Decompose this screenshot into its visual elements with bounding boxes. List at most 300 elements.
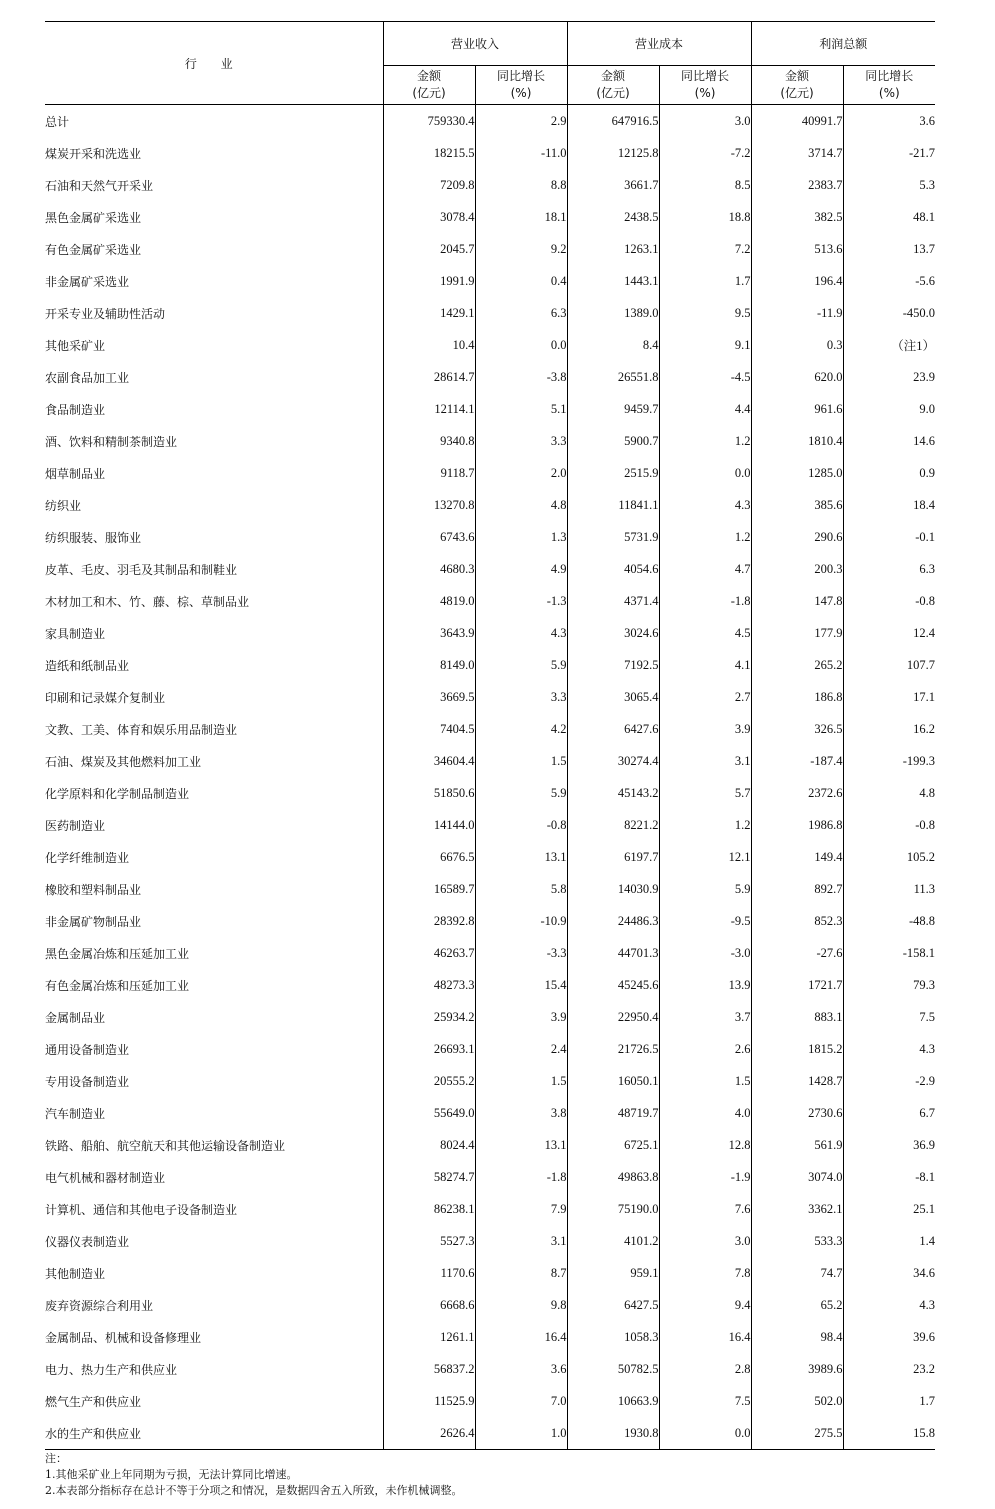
revenue-amount-cell: 3669.5 bbox=[383, 681, 475, 713]
profit-growth-cell: -48.8 bbox=[843, 905, 935, 937]
table-row bbox=[45, 1065, 935, 1097]
profit-growth-cell: -8.1 bbox=[843, 1161, 935, 1193]
profit-amount-cell: 177.9 bbox=[751, 617, 843, 649]
table-row bbox=[45, 169, 935, 201]
note-1: 1.其他采矿业上年同期为亏损，无法计算同比增速。 bbox=[45, 1468, 298, 1481]
industry-name-cell: 纺织业 bbox=[45, 498, 82, 513]
industry-name-cell: 印刷和记录媒介复制业 bbox=[45, 690, 166, 705]
cost-growth-cell: 1.5 bbox=[659, 1065, 751, 1097]
cost-amount-cell: 6725.1 bbox=[567, 1129, 659, 1161]
revenue-growth-cell: 3.1 bbox=[475, 1225, 567, 1257]
profit-growth-cell: 12.4 bbox=[843, 617, 935, 649]
cost-growth-cell: 2.8 bbox=[659, 1353, 751, 1385]
revenue-growth-cell: 18.1 bbox=[475, 201, 567, 233]
cost-amount-cell: 10663.9 bbox=[567, 1385, 659, 1417]
cost-amount-cell: 959.1 bbox=[567, 1257, 659, 1289]
profit-amount-cell: -27.6 bbox=[751, 937, 843, 969]
profit-amount-cell: 326.5 bbox=[751, 713, 843, 745]
profit-amount-cell: 1721.7 bbox=[751, 969, 843, 1001]
profit-amount-cell: 1428.7 bbox=[751, 1065, 843, 1097]
table-row bbox=[45, 1225, 935, 1257]
revenue-amount-cell: 759330.4 bbox=[383, 105, 475, 138]
cost-amount-cell: 3065.4 bbox=[567, 681, 659, 713]
revenue-amount-cell: 12114.1 bbox=[383, 393, 475, 425]
revenue-amount-cell: 7404.5 bbox=[383, 713, 475, 745]
revenue-amount-cell: 2626.4 bbox=[383, 1417, 475, 1450]
cost-growth-cell: -1.8 bbox=[659, 585, 751, 617]
profit-amount-cell: 186.8 bbox=[751, 681, 843, 713]
table-row bbox=[45, 1193, 935, 1225]
cost-amount-cell: 6427.6 bbox=[567, 713, 659, 745]
profit-growth-cell: 107.7 bbox=[843, 649, 935, 681]
profit-amount-cell: 0.3 bbox=[751, 329, 843, 361]
revenue-growth-cell: 4.3 bbox=[475, 617, 567, 649]
profit-amount-cell: 502.0 bbox=[751, 1385, 843, 1417]
profit-amount-cell: 1815.2 bbox=[751, 1033, 843, 1065]
revenue-amount-cell: 56837.2 bbox=[383, 1353, 475, 1385]
industry-name-cell: 酒、饮料和精制茶制造业 bbox=[45, 434, 178, 449]
industry-name-cell: 非金属矿采选业 bbox=[45, 274, 130, 289]
revenue-amount-cell: 8024.4 bbox=[383, 1129, 475, 1161]
revenue-amount-cell: 3078.4 bbox=[383, 201, 475, 233]
revenue-growth-cell: -11.0 bbox=[475, 137, 567, 169]
revenue-growth-cell: 1.5 bbox=[475, 1065, 567, 1097]
cost-group-header: 营业成本 bbox=[567, 22, 751, 66]
revenue-growth-cell: 5.9 bbox=[475, 777, 567, 809]
table-row bbox=[45, 1257, 935, 1289]
table-row bbox=[45, 713, 935, 745]
revenue-growth-cell: 4.8 bbox=[475, 489, 567, 521]
revenue-amount-cell: 51850.6 bbox=[383, 777, 475, 809]
profit-growth-cell: 4.3 bbox=[843, 1289, 935, 1321]
profit-growth-cell: 18.4 bbox=[843, 489, 935, 521]
revenue-amount-cell: 13270.8 bbox=[383, 489, 475, 521]
industry-name-cell: 电力、热力生产和供应业 bbox=[45, 1362, 178, 1377]
cost-growth-cell: 1.2 bbox=[659, 809, 751, 841]
profit-growth-header: 同比增长 (%) bbox=[843, 66, 935, 105]
table-row bbox=[45, 233, 935, 265]
profit-amount-cell: 65.2 bbox=[751, 1289, 843, 1321]
revenue-growth-cell: 9.8 bbox=[475, 1289, 567, 1321]
industry-name-cell: 化学原料和化学制品制造业 bbox=[45, 786, 190, 801]
table-row bbox=[45, 457, 935, 489]
revenue-growth-cell: 7.9 bbox=[475, 1193, 567, 1225]
industry-name-cell: 文教、工美、体育和娱乐用品制造业 bbox=[45, 722, 238, 737]
cost-amount-cell: 647916.5 bbox=[567, 105, 659, 138]
table-row bbox=[45, 1129, 935, 1161]
revenue-amount-cell: 46263.7 bbox=[383, 937, 475, 969]
profit-amount-cell: 265.2 bbox=[751, 649, 843, 681]
cost-growth-cell: 7.8 bbox=[659, 1257, 751, 1289]
table-row bbox=[45, 1289, 935, 1321]
revenue-amount-cell: 4680.3 bbox=[383, 553, 475, 585]
revenue-growth-cell: 3.3 bbox=[475, 425, 567, 457]
table-row bbox=[45, 201, 935, 233]
industry-name-cell: 医药制造业 bbox=[45, 818, 106, 833]
cost-amount-cell: 14030.9 bbox=[567, 873, 659, 905]
profit-growth-cell: 4.3 bbox=[843, 1033, 935, 1065]
industry-name-cell: 农副食品加工业 bbox=[45, 370, 130, 385]
table-row bbox=[45, 425, 935, 457]
cost-growth-cell: 18.8 bbox=[659, 201, 751, 233]
cost-amount-cell: 5731.9 bbox=[567, 521, 659, 553]
revenue-growth-cell: 2.0 bbox=[475, 457, 567, 489]
profit-growth-cell: 1.4 bbox=[843, 1225, 935, 1257]
profit-amount-cell: 149.4 bbox=[751, 841, 843, 873]
revenue-growth-cell: 1.5 bbox=[475, 745, 567, 777]
profit-growth-cell: 48.1 bbox=[843, 201, 935, 233]
table-row bbox=[45, 329, 935, 361]
table-row bbox=[45, 617, 935, 649]
industry-name-cell: 专用设备制造业 bbox=[45, 1074, 130, 1089]
profit-amount-cell: 620.0 bbox=[751, 361, 843, 393]
cost-amount-cell: 45143.2 bbox=[567, 777, 659, 809]
profit-amount-cell: -187.4 bbox=[751, 745, 843, 777]
table-row bbox=[45, 937, 935, 969]
cost-growth-cell: 9.5 bbox=[659, 297, 751, 329]
revenue-amount-cell: 1261.1 bbox=[383, 1321, 475, 1353]
table-row bbox=[45, 969, 935, 1001]
table-row bbox=[45, 681, 935, 713]
revenue-growth-cell: 3.9 bbox=[475, 1001, 567, 1033]
profit-growth-cell: 0.9 bbox=[843, 457, 935, 489]
table-body bbox=[45, 105, 935, 1450]
cost-amount-cell: 1443.1 bbox=[567, 265, 659, 297]
profit-growth-cell: 23.2 bbox=[843, 1353, 935, 1385]
revenue-growth-cell: 16.4 bbox=[475, 1321, 567, 1353]
profit-growth-cell: -0.1 bbox=[843, 521, 935, 553]
cost-growth-cell: 4.5 bbox=[659, 617, 751, 649]
profit-growth-cell: 34.6 bbox=[843, 1257, 935, 1289]
table-row bbox=[45, 1417, 935, 1450]
industry-name-cell: 金属制品、机械和设备修理业 bbox=[45, 1330, 202, 1345]
profit-growth-cell: 36.9 bbox=[843, 1129, 935, 1161]
revenue-group-header: 营业收入 bbox=[383, 22, 567, 66]
cost-growth-cell: -7.2 bbox=[659, 137, 751, 169]
table-row bbox=[45, 777, 935, 809]
industry-name-cell: 其他制造业 bbox=[45, 1266, 106, 1281]
profit-growth-cell: 105.2 bbox=[843, 841, 935, 873]
industry-name-cell: 木材加工和木、竹、藤、棕、草制品业 bbox=[45, 594, 250, 609]
cost-amount-cell: 24486.3 bbox=[567, 905, 659, 937]
cost-growth-cell: 16.4 bbox=[659, 1321, 751, 1353]
profit-growth-cell: 9.0 bbox=[843, 393, 935, 425]
table-row bbox=[45, 553, 935, 585]
revenue-growth-cell: 5.8 bbox=[475, 873, 567, 905]
revenue-growth-cell: 7.0 bbox=[475, 1385, 567, 1417]
revenue-growth-cell: 4.2 bbox=[475, 713, 567, 745]
industry-name-cell: 橡胶和塑料制品业 bbox=[45, 882, 142, 897]
industry-name-cell: 黑色金属矿采选业 bbox=[45, 210, 142, 225]
cost-amount-cell: 6427.5 bbox=[567, 1289, 659, 1321]
revenue-growth-cell: 9.2 bbox=[475, 233, 567, 265]
cost-growth-cell: 5.9 bbox=[659, 873, 751, 905]
profit-growth-cell: 15.8 bbox=[843, 1417, 935, 1450]
industry-name-cell: 汽车制造业 bbox=[45, 1106, 106, 1121]
revenue-growth-cell: 3.3 bbox=[475, 681, 567, 713]
industry-name-cell: 造纸和纸制品业 bbox=[45, 658, 130, 673]
cost-amount-cell: 3024.6 bbox=[567, 617, 659, 649]
revenue-growth-cell: 6.3 bbox=[475, 297, 567, 329]
cost-amount-cell: 7192.5 bbox=[567, 649, 659, 681]
table-header bbox=[45, 22, 935, 105]
industry-name-cell: 黑色金属冶炼和压延加工业 bbox=[45, 946, 190, 961]
revenue-amount-cell: 9340.8 bbox=[383, 425, 475, 457]
revenue-amount-cell: 28392.8 bbox=[383, 905, 475, 937]
cost-growth-cell: -1.9 bbox=[659, 1161, 751, 1193]
revenue-amount-cell: 48273.3 bbox=[383, 969, 475, 1001]
table-row bbox=[45, 137, 935, 169]
industry-name-cell: 仪器仪表制造业 bbox=[45, 1234, 130, 1249]
cost-growth-cell: 7.5 bbox=[659, 1385, 751, 1417]
cost-growth-cell: 3.1 bbox=[659, 745, 751, 777]
cost-growth-cell: -4.5 bbox=[659, 361, 751, 393]
table-row bbox=[45, 809, 935, 841]
revenue-amount-cell: 11525.9 bbox=[383, 1385, 475, 1417]
cost-amount-cell: 45245.6 bbox=[567, 969, 659, 1001]
industry-name-cell: 电气机械和器材制造业 bbox=[45, 1170, 166, 1185]
industry-name-cell: 食品制造业 bbox=[45, 402, 106, 417]
industry-name-cell: 纺织服装、服饰业 bbox=[45, 530, 142, 545]
cost-amount-cell: 75190.0 bbox=[567, 1193, 659, 1225]
industry-name-cell: 铁路、船舶、航空航天和其他运输设备制造业 bbox=[45, 1138, 286, 1153]
cost-amount-cell: 44701.3 bbox=[567, 937, 659, 969]
cost-amount-cell: 1930.8 bbox=[567, 1417, 659, 1450]
profit-growth-cell: -2.9 bbox=[843, 1065, 935, 1097]
profit-amount-cell: 852.3 bbox=[751, 905, 843, 937]
cost-amount-cell: 4101.2 bbox=[567, 1225, 659, 1257]
industry-column-header: 行 业 bbox=[45, 22, 383, 105]
cost-amount-header: 金额 (亿元) bbox=[567, 66, 659, 105]
table-row bbox=[45, 1001, 935, 1033]
profit-amount-cell: 2372.6 bbox=[751, 777, 843, 809]
industry-name-cell: 皮革、毛皮、羽毛及其制品和制鞋业 bbox=[45, 562, 238, 577]
table-row bbox=[45, 873, 935, 905]
cost-amount-cell: 1389.0 bbox=[567, 297, 659, 329]
cost-amount-cell: 11841.1 bbox=[567, 489, 659, 521]
profit-amount-header: 金额 (亿元) bbox=[751, 66, 843, 105]
revenue-amount-cell: 3643.9 bbox=[383, 617, 475, 649]
profit-amount-cell: 513.6 bbox=[751, 233, 843, 265]
profit-growth-cell: 6.7 bbox=[843, 1097, 935, 1129]
profit-growth-cell: 4.8 bbox=[843, 777, 935, 809]
revenue-growth-cell: 2.4 bbox=[475, 1033, 567, 1065]
profit-amount-cell: 382.5 bbox=[751, 201, 843, 233]
profit-amount-cell: 3714.7 bbox=[751, 137, 843, 169]
industry-name-cell: 石油、煤炭及其他燃料加工业 bbox=[45, 754, 202, 769]
revenue-growth-cell: 0.0 bbox=[475, 329, 567, 361]
cost-growth-cell: 3.9 bbox=[659, 713, 751, 745]
table-row bbox=[45, 649, 935, 681]
industry-name-cell: 有色金属矿采选业 bbox=[45, 242, 142, 257]
table-row bbox=[45, 841, 935, 873]
cost-amount-cell: 12125.8 bbox=[567, 137, 659, 169]
table-row bbox=[45, 1353, 935, 1385]
table-row bbox=[45, 521, 935, 553]
profit-growth-cell: 5.3 bbox=[843, 169, 935, 201]
revenue-amount-cell: 8149.0 bbox=[383, 649, 475, 681]
profit-growth-cell: 79.3 bbox=[843, 969, 935, 1001]
cost-growth-cell: 1.7 bbox=[659, 265, 751, 297]
table-row bbox=[45, 489, 935, 521]
revenue-amount-cell: 9118.7 bbox=[383, 457, 475, 489]
industry-name-cell: 煤炭开采和洗选业 bbox=[45, 146, 142, 161]
cost-growth-cell: 4.0 bbox=[659, 1097, 751, 1129]
revenue-amount-header: 金额 (亿元) bbox=[383, 66, 475, 105]
table-row bbox=[45, 265, 935, 297]
profit-growth-cell: 16.2 bbox=[843, 713, 935, 745]
industry-name-cell: 烟草制品业 bbox=[45, 466, 106, 481]
revenue-amount-cell: 7209.8 bbox=[383, 169, 475, 201]
cost-amount-cell: 30274.4 bbox=[567, 745, 659, 777]
table-row bbox=[45, 1161, 935, 1193]
industry-name-cell: 总计 bbox=[45, 114, 70, 129]
profit-amount-cell: -11.9 bbox=[751, 297, 843, 329]
profit-amount-cell: 1285.0 bbox=[751, 457, 843, 489]
revenue-growth-cell: 3.6 bbox=[475, 1353, 567, 1385]
note-2: 2.本表部分指标存在总计不等于分项之和情况，是数据四舍五入所致，未作机械调整。 bbox=[45, 1484, 463, 1497]
cost-amount-cell: 50782.5 bbox=[567, 1353, 659, 1385]
table-row bbox=[45, 1321, 935, 1353]
table-row bbox=[45, 905, 935, 937]
cost-amount-cell: 3661.7 bbox=[567, 169, 659, 201]
profit-group-header: 利润总额 bbox=[751, 22, 935, 66]
profit-amount-cell: 1986.8 bbox=[751, 809, 843, 841]
cost-growth-header: 同比增长 (%) bbox=[659, 66, 751, 105]
revenue-amount-cell: 20555.2 bbox=[383, 1065, 475, 1097]
industry-name-cell: 金属制品业 bbox=[45, 1010, 106, 1025]
revenue-amount-cell: 14144.0 bbox=[383, 809, 475, 841]
industry-name-cell: 废弃资源综合利用业 bbox=[45, 1298, 154, 1313]
cost-growth-cell: 2.6 bbox=[659, 1033, 751, 1065]
cost-growth-cell: 0.0 bbox=[659, 457, 751, 489]
cost-amount-cell: 4054.6 bbox=[567, 553, 659, 585]
industry-name-cell: 家具制造业 bbox=[45, 626, 106, 641]
profit-growth-cell: -450.0 bbox=[843, 297, 935, 329]
revenue-growth-cell: 3.8 bbox=[475, 1097, 567, 1129]
revenue-growth-cell: -3.8 bbox=[475, 361, 567, 393]
revenue-growth-cell: -1.3 bbox=[475, 585, 567, 617]
cost-growth-cell: 5.7 bbox=[659, 777, 751, 809]
industry-name-cell: 水的生产和供应业 bbox=[45, 1417, 383, 1450]
total-row bbox=[45, 105, 935, 138]
table-row bbox=[45, 1385, 935, 1417]
industry-name-cell: 其他采矿业 bbox=[45, 338, 106, 353]
profit-amount-cell: 533.3 bbox=[751, 1225, 843, 1257]
revenue-growth-cell: -1.8 bbox=[475, 1161, 567, 1193]
cost-amount-cell: 2438.5 bbox=[567, 201, 659, 233]
cost-amount-cell: 2515.9 bbox=[567, 457, 659, 489]
profit-growth-cell: 39.6 bbox=[843, 1321, 935, 1353]
revenue-growth-cell: 5.1 bbox=[475, 393, 567, 425]
profit-amount-cell: 74.7 bbox=[751, 1257, 843, 1289]
cost-amount-cell: 5900.7 bbox=[567, 425, 659, 457]
profit-amount-cell: 1810.4 bbox=[751, 425, 843, 457]
revenue-amount-cell: 86238.1 bbox=[383, 1193, 475, 1225]
revenue-growth-cell: -10.9 bbox=[475, 905, 567, 937]
profit-amount-cell: 561.9 bbox=[751, 1129, 843, 1161]
table-row bbox=[45, 297, 935, 329]
revenue-growth-cell: 5.9 bbox=[475, 649, 567, 681]
cost-growth-cell: 4.1 bbox=[659, 649, 751, 681]
cost-amount-cell: 8221.2 bbox=[567, 809, 659, 841]
revenue-amount-cell: 6676.5 bbox=[383, 841, 475, 873]
profit-amount-cell: 275.5 bbox=[751, 1417, 843, 1450]
revenue-growth-cell: 1.0 bbox=[475, 1417, 567, 1450]
profit-growth-cell: -0.8 bbox=[843, 809, 935, 841]
cost-growth-cell: 7.2 bbox=[659, 233, 751, 265]
cost-growth-cell: -3.0 bbox=[659, 937, 751, 969]
revenue-growth-cell: 13.1 bbox=[475, 841, 567, 873]
cost-growth-cell: 7.6 bbox=[659, 1193, 751, 1225]
revenue-growth-cell: 0.4 bbox=[475, 265, 567, 297]
cost-amount-cell: 49863.8 bbox=[567, 1161, 659, 1193]
profit-growth-cell: 3.6 bbox=[843, 105, 935, 138]
profit-amount-cell: 147.8 bbox=[751, 585, 843, 617]
table-row bbox=[45, 393, 935, 425]
cost-amount-cell: 6197.7 bbox=[567, 841, 659, 873]
profit-growth-cell: 25.1 bbox=[843, 1193, 935, 1225]
cost-growth-cell: 2.7 bbox=[659, 681, 751, 713]
revenue-growth-cell: 1.3 bbox=[475, 521, 567, 553]
industry-name-cell: 燃气生产和供应业 bbox=[45, 1394, 142, 1409]
cost-growth-cell: 3.0 bbox=[659, 105, 751, 138]
profit-amount-cell: 290.6 bbox=[751, 521, 843, 553]
profit-amount-cell: 961.6 bbox=[751, 393, 843, 425]
revenue-amount-cell: 28614.7 bbox=[383, 361, 475, 393]
notes-title: 注： bbox=[45, 1452, 67, 1465]
revenue-growth-cell: 15.4 bbox=[475, 969, 567, 1001]
revenue-amount-cell: 6743.6 bbox=[383, 521, 475, 553]
profit-amount-cell: 3074.0 bbox=[751, 1161, 843, 1193]
profit-growth-cell: -199.3 bbox=[843, 745, 935, 777]
profit-amount-cell: 3989.6 bbox=[751, 1353, 843, 1385]
cost-growth-cell: 1.2 bbox=[659, 521, 751, 553]
cost-amount-cell: 21726.5 bbox=[567, 1033, 659, 1065]
revenue-growth-cell: 13.1 bbox=[475, 1129, 567, 1161]
profit-amount-cell: 2383.7 bbox=[751, 169, 843, 201]
cost-growth-cell: 3.7 bbox=[659, 1001, 751, 1033]
revenue-amount-cell: 25934.2 bbox=[383, 1001, 475, 1033]
cost-growth-cell: 8.5 bbox=[659, 169, 751, 201]
profit-amount-cell: 892.7 bbox=[751, 873, 843, 905]
cost-amount-cell: 16050.1 bbox=[567, 1065, 659, 1097]
revenue-amount-cell: 1991.9 bbox=[383, 265, 475, 297]
cost-amount-cell: 22950.4 bbox=[567, 1001, 659, 1033]
revenue-growth-header: 同比增长 (%) bbox=[475, 66, 567, 105]
profit-growth-cell: （注1） bbox=[843, 329, 935, 361]
revenue-amount-cell: 2045.7 bbox=[383, 233, 475, 265]
cost-growth-cell: -9.5 bbox=[659, 905, 751, 937]
cost-growth-cell: 13.9 bbox=[659, 969, 751, 1001]
table-row bbox=[45, 1097, 935, 1129]
cost-amount-cell: 1058.3 bbox=[567, 1321, 659, 1353]
revenue-amount-cell: 26693.1 bbox=[383, 1033, 475, 1065]
revenue-amount-cell: 58274.7 bbox=[383, 1161, 475, 1193]
profit-growth-cell: 7.5 bbox=[843, 1001, 935, 1033]
profit-growth-cell: 23.9 bbox=[843, 361, 935, 393]
profit-amount-cell: 883.1 bbox=[751, 1001, 843, 1033]
table-row bbox=[45, 1033, 935, 1065]
profit-amount-cell: 196.4 bbox=[751, 265, 843, 297]
profit-growth-cell: 6.3 bbox=[843, 553, 935, 585]
industry-profit-table bbox=[45, 21, 935, 1450]
revenue-amount-cell: 16589.7 bbox=[383, 873, 475, 905]
revenue-growth-cell: 2.9 bbox=[475, 105, 567, 138]
cost-amount-cell: 48719.7 bbox=[567, 1097, 659, 1129]
industry-name-cell: 化学纤维制造业 bbox=[45, 850, 130, 865]
footnotes bbox=[45, 1451, 945, 1499]
